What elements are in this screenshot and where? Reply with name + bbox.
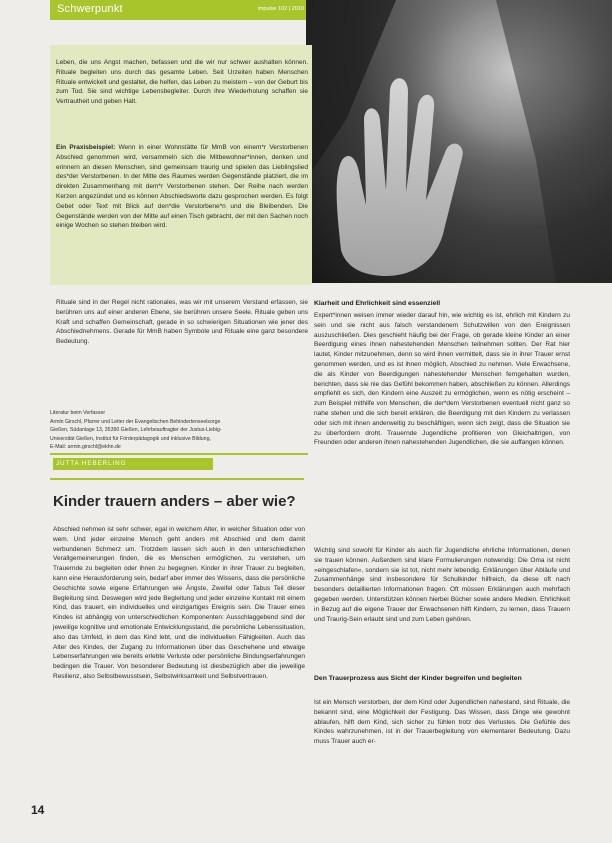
- right-paragraph-2: Wichtig sind sowohl für Kinder als auch für Jugendliche ehrliche Informationen, denen sie trauen können. Außerdem sind klare Formulierungen notwendig: Die Oma ist nicht »eingeschlafen«, sondern sie ist tot, nicht mehr lebendig. Erklärungen über Abläufe und Zusammenhänge sind insbesondere für Schulkinder hilfreich, da diese oft nach besonders detaillierten Informationen fragen. Oft müssen Erklärungen auch mehrfach gegeben werden. Unterstützen können hierbei Bücher sowie andere Medien. Ehrlichkeit in Bezug auf die eigene Trauer der Erwachsenen hilft Kindern, zu lernen, dass Trauern und Traurig-Sein erlaubt sind und zum Leben gehören.: [314, 547, 570, 623]
- reference-line-1: Armin Girschl, Pfarrer und Leiter der Evangelischen Behindertenseelsorge: [50, 418, 221, 425]
- author-reference: [50, 409, 308, 452]
- left-paragraph-3: Rituale sind in der Regel nicht rationales, was wir mit unserem Verstand erfassen, sie berühren uns auf einer anderen Ebene, sie berühren unsere Seele. Rituale geben uns Kraft und schaffen Gemeinschaft, gerade in so schwierigen Situationen wie jener des Abschiednehmens. Gerade für MmB haben Symbole und Rituale eine ganz besondere Bedeutung.: [56, 299, 308, 346]
- right-heading-1: Klarheit und Ehrlichkeit sind essenziell: [314, 300, 441, 307]
- author-kicker: JUTTA HEBERLING: [53, 458, 213, 470]
- right-paragraph-1: Expert*innen weisen immer wieder darauf hin, wie wichtig es ist, ehrlich mit Kindern zu sein und sie nicht aus falsch verstandenem Schutzwillen von den Ereignissen auszuschließen. Dies geschieht häufig bei der Frage, ob gerade kleine Kinder an einer Beerdigung eines ihnen nahestehenden Menschen teilnehmen sollten. Der Rat hier lautet, Kinder mitzunehmen, denn so wird ihnen vermittelt, dass sie in ihrer Trauer ernst genommen werden, und es ist ihnen möglich, Abschied zu nehmen. Viele Erwachsene, die als Kinder von Beerdigungen nahestehender Menschen ferngehalten wurden, berichten, dass sie nie das Gefühl bekommen haben, abschließen zu können. Allerdings empfiehlt es sich, den Kindern eine Auszeit zu ermöglichen, wenn es nötig erscheint – zum Beispiel mithilfe von Menschen, die der*dem Verstorbenen eventuell nicht ganz so nahe stehen und die sich bereit erklären, die Beerdigung mit den Kindern zu verlassen oder sich mit ihnen anderweitig zu beschäftigen, wenn sich zeigt, dass die Situation sie zu überfordern droht. Trauernde Jugendliche profitieren von Gleichaltrigen, von Freunden oder anderen ihnen nahestehenden Jugendlichen, die sie auffangen können.: [314, 312, 570, 447]
- photo-hand-on-glass: [306, 0, 612, 283]
- right-heading-2: Den Trauerprozess aus Sicht der Kinder begreifen und begleiten: [314, 675, 522, 682]
- reference-line-4: E-Mail: armin.girschl@ekhn.de: [50, 444, 121, 451]
- right-paragraph-3: Ist ein Mensch verstorben, der dem Kind oder Jugendlichen nahestand, sind Rituale, die bekannt sind, eine Möglichkeit der Festigung. Das Wissen, dass Dinge wie gewohnt ablaufen, hilft dem Kind, sich sicher zu fühlen trotz des Verlustes. Die Gefühle des Kindes wahrzunehmen, ist in der Trauerbegleitung von elementarer Bedeutung. Dazu muss Trauer auch er-: [314, 699, 570, 746]
- section-title: Schwerpunkt: [57, 3, 123, 15]
- reference-line-3: Universität Gießen, Institut für Förderpädagogik und inklusive Bildung,: [50, 435, 211, 442]
- box-paragraph-2: [56, 143, 308, 231]
- reference-line-2: Gießen, Südanlage 13, 35390 Gießen, Lehrbeauftragter der Justus-Liebig-: [50, 427, 222, 434]
- box-paragraph-2-text: Wenn in einer Wohnstätte für MmB von einem*r Verstorbenen Abschied genommen wird, versammeln sich die Mitbewohner*innen, denken und erinnern an diesen Menschen, sind gemeinsam traurig und spielen das Lieblingslied des*der Verstorbenen. In der Mitte des Raumes werden Gegenstände platziert, die im direkten Zusammenhang mit dem*r Verstorbenen stehen. Der Reihe nach werden Kerzen angezündet und es können Abschiedsworte dazu gesprochen werden. Es folgt Gebet oder Text mit Blick auf den*die Verstorbene*n und die Bleibenden. Die Gegenstände werden von der Mitte auf einen Tisch gebracht, der mit den Sachen noch einige Wochen so stehen bleiben wird.: [56, 144, 308, 230]
- section-header: [50, 0, 312, 20]
- page-number: 14: [31, 803, 45, 817]
- article-paragraph-1: Abschied nehmen ist sehr schwer, egal in welchem Alter, in welcher Situation oder von wem. Und jeder einzelne Mensch geht anders mit Abschied und dem damit verbundenen Schmerz um. Trotzdem lassen sich auch in den unterschiedlichen Verallgemeinerungen finden, die es Menschen ermöglichen, zu verstehen, um Trauernde zu begleiten oder ihnen zu begegnen. Kinder in ihrer Trauer zu begleiten, kann eine Herausforderung sein, bedarf aber immer des Wissens, dass die persönliche Geschichte sowie eigene Erfahrungen wie Ängste, Zweifel oder Tabus Teil dieser Begleitung sind. Deswegen wird jede Begleitung und jeder einzelne Kontakt mit einem Kind, das trauert, ein individuelles und einzigartiges Ereignis sein. Die Trauer eines Kindes ist abhängig von unterschiedlichen Komponenten: Ausschlaggebend sind der jeweilige kognitive und emotionale Entwicklungsstand, die persönliche Lebenssituation, also das Umfeld, in dem das Kind lebt, und die individuellen Fähigkeiten. Auch das Alter des Kindes, der Zugang zu Informationen über das Geschehene und etwaige Lebenserfahrungen wie bereits erlebte Verluste oder persönliche Bindungserfahrungen bedingen die Trauer. Von besonderer Bedeutung ist diesbezüglich aber die jeweilige Resilienz, also Selbstbewusstsein, Selbstwirksamkeit und Selbstvertrauen.: [53, 526, 305, 680]
- section-divider: [50, 453, 308, 455]
- box-paragraph-2-label: Ein Praxisbeispiel:: [56, 144, 116, 151]
- reference-title: Literatur beim Verfasser: [50, 410, 106, 416]
- photo-illustration: [306, 0, 612, 283]
- box-paragraph-1: Leben, die uns Angst machen, befassen und die wir nur schwer aushalten können. Rituale begleiten uns durch das gesamte Leben. Seit Urzeiten haben Menschen Rituale entwickelt und gestaltet, die helfen, das Leben zu meistern – von der Geburt bis zum Tod. Sie sind wichtige Lebensbegleiter. Durch ihre Wiederholung schaffen sie Vertrautheit und geben Halt.: [56, 59, 308, 106]
- issue-label: impulse 102 | 2019: [257, 6, 304, 12]
- article-headline: Kinder trauern anders – aber wie?: [53, 493, 296, 510]
- kicker-divider: [50, 478, 304, 480]
